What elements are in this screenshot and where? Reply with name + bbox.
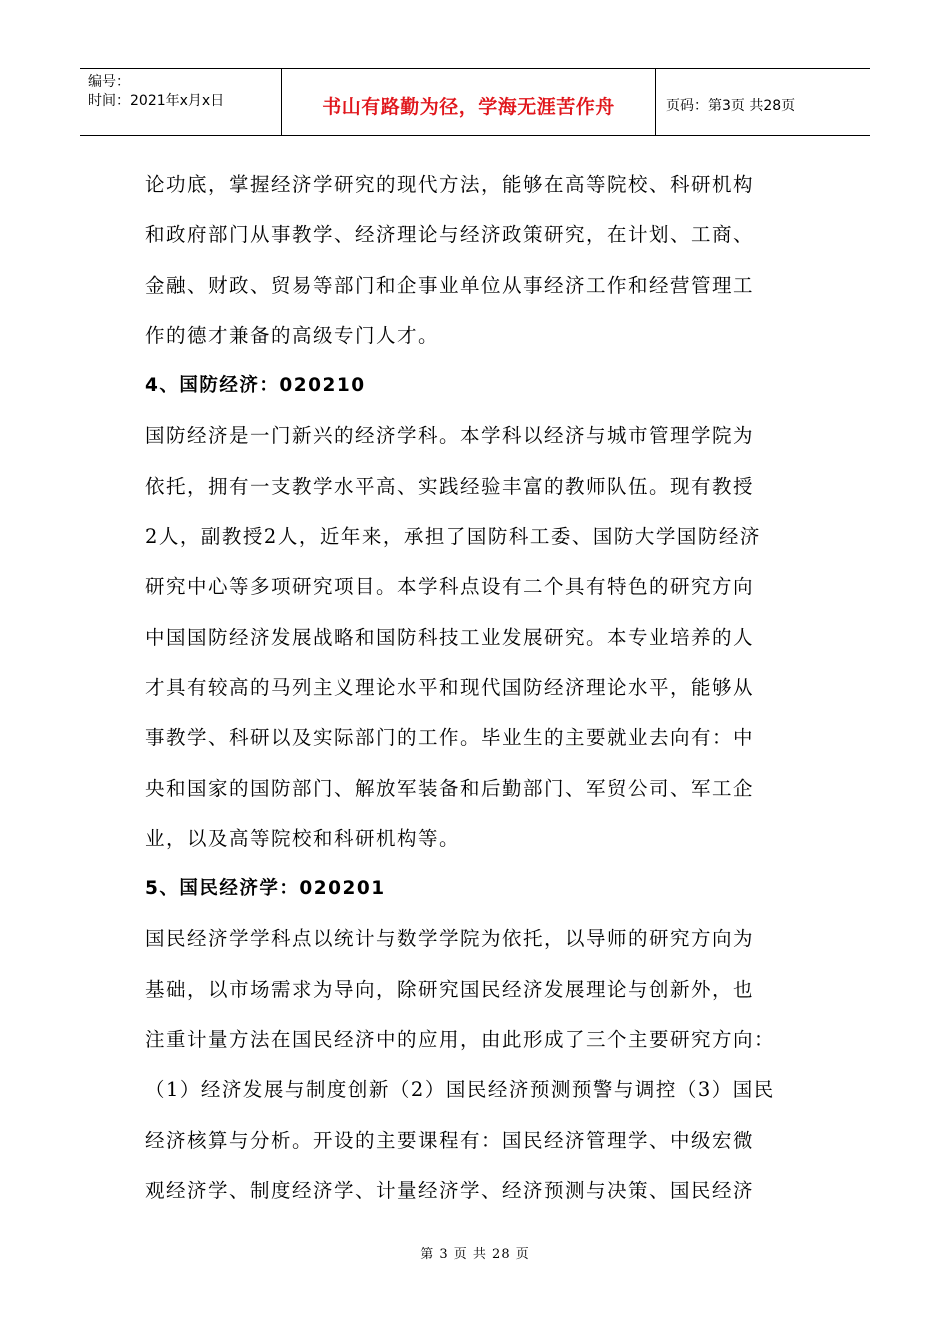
page-footer: 第 3 页 共 28 页 — [420, 1247, 530, 1262]
header-motto-cell — [282, 69, 656, 135]
section-heading: 4、国防经济：020210 — [145, 375, 366, 397]
body-text-line: 央和国家的国防部门、解放军装备和后勤部门、军贸公司、军工企 — [145, 776, 755, 800]
document-body — [145, 160, 805, 1216]
header-meta — [80, 69, 282, 135]
page-header — [80, 68, 870, 136]
section-heading: 5、国民经济学：020201 — [145, 878, 386, 900]
body-text-line: 国民经济学学科点以统计与数学学院为依托，以导师的研究方向为 — [145, 927, 755, 951]
body-text-line: 事教学、科研以及实际部门的工作。毕业生的主要就业去向有：中 — [145, 726, 755, 750]
body-text-line: 中国国防经济发展战略和国防科技工业发展研究。本专业培养的人 — [145, 625, 755, 649]
date-label: 时间：2021年x月x日 — [88, 93, 225, 109]
header-page-info: 页码：第3页 共28页 — [666, 98, 796, 114]
body-text-line: 和政府部门从事教学、经济理论与经济政策研究，在计划、工商、 — [145, 223, 755, 247]
header-motto: 书山有路勤为径，学海无涯苦作舟 — [322, 95, 615, 118]
body-text-line: 经济核算与分析。开设的主要课程有：国民经济管理学、中级宏微 — [145, 1128, 755, 1152]
body-text-line: 注重计量方法在国民经济中的应用，由此形成了三个主要研究方向： — [145, 1028, 776, 1052]
body-text-line: 业，以及高等院校和科研机构等。 — [145, 826, 461, 850]
body-text-line: 观经济学、制度经济学、计量经济学、经济预测与决策、国民经济 — [145, 1178, 755, 1202]
body-text-line: 金融、财政、贸易等部门和企事业单位从事经济工作和经营管理工 — [145, 273, 755, 297]
body-text-line: （1）经济发展与制度创新（2）国民经济预测预警与调控（3）国民 — [145, 1078, 775, 1102]
body-text-line: 论功底，掌握经济学研究的现代方法，能够在高等院校、科研机构 — [145, 173, 755, 196]
body-text-line: 才具有较高的马列主义理论水平和现代国防经济理论水平，能够从 — [145, 675, 755, 699]
body-text-line: 研究中心等多项研究项目。本学科点设有二个具有特色的研究方向 — [145, 575, 755, 599]
body-text-line: 国防经济是一门新兴的经济学科。本学科以经济与城市管理学院为 — [145, 424, 755, 448]
body-text-line: 基础，以市场需求为导向，除研究国民经济发展理论与创新外，也 — [145, 977, 755, 1001]
body-text-line: 2人，副教授2人，近年来，承担了国防科工委、国防大学国防经济 — [145, 525, 761, 549]
body-text-line: 依托，拥有一支教学水平高、实践经验丰富的教师队伍。现有教授 — [145, 474, 755, 498]
number-label: 编号： — [88, 74, 130, 90]
body-text-line: 作的德才兼备的高级专门人才。 — [145, 323, 440, 347]
